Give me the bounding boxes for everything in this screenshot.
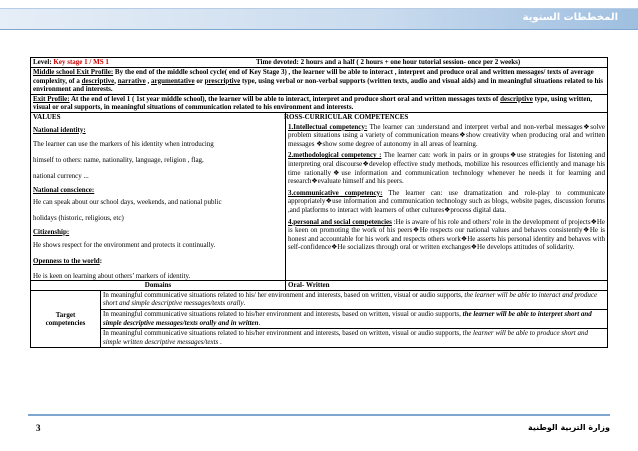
target-competency-2: In meaningful communicative situations related to his/her environment and interests, based on written, visual or audio supports, the learner will be able to interpret short and simple descriptive messages/texts orally and in written. [101,310,607,329]
national-identity-text-3: national currency ... [33,171,89,180]
target-competencies-label: Target competencies [31,290,101,348]
values-heading: VALUES [33,112,61,121]
personal-social-competencies: 4.personal and social competencies :He is aware of his role and others' role in the development of projects❖He is keen on promoting the work of his peers❖He respects our national values and behaves consistently❖He is honest and accountable for his work and respects others work❖He asserts his personal identity and behaves with self-confidence❖He socializes through oral or written exchanges❖He develops attitudes of solidarity. [288,217,606,252]
national-conscience-title: National conscience: [33,185,95,194]
intellectual-competency: 1.Intellectual competency: The learner can :understand and interpret verbal and non-verbal messages❖solve problem situations using a variety of communication means❖show creativity when producing oral and written messages ❖show some degree of autonomy in all areas of learning. [288,122,606,148]
communicative-competency: 3.communicative competency: The learner can: use dramatization and role-play to communicate appropriately❖use information and communication technology such as blogs, website pages, discussion forums ,and platforms to interact with learners of other cultures❖process digital data. [288,188,606,214]
time-devoted: Time devoted: 2 hours and a half ( 2 hours + one hour tutorial session- once per 2 weeks) [256,58,521,66]
target-competency-1: In meaningful communicative situations related to his/ her environment and interests, based on written, visual or audio supports, the learner will be able to interact and produce short and simple descriptive messages/texts orally. [101,291,607,310]
values-cell: VALUES National identity: The learner can use the markers of his identity when introducing himself to others: name, nationality, language, religion , flag, national currency ... National conscience: He can speak about our school days, weekends, and national public holidays (historic, religious, etc) Citizenship: He shows respect for the environment and protects it continually. Openness to the world: He is keen on learning about others’ markers of identity. [31,112,286,280]
planning-table [30,57,608,348]
target-competency-3: In meaningful communicative situations related to his/her environment and interests, based on written, visual or audio supports, the learner will be able to produce short and simple written descriptive messages/texts . [103,329,588,346]
banner-title: المخططات السنوية [522,12,618,23]
target-competencies-list [101,290,608,348]
middle-school-exit-profile-row [31,68,608,95]
page-number: 3 [36,423,41,433]
top-banner [0,8,638,30]
national-conscience-text-2: holidays (historic, religious, etc) [33,214,124,223]
methodological-competency: 2.methodological competency : The learner can: work in pairs or in groups❖use strategies for listening and interpreting oral discourse❖develop effective study methods, mobilize his resources efficiently and manage his time rationally❖use information and communication technology whenever he needs it for learning and research❖evaluate himself and his peers. [288,151,606,186]
footer-divider [28,414,610,416]
cross-curricular-heading: ROSS-CURRICULAR COMPETENCES [284,112,409,121]
national-identity-text-2: himself to others: name, nationality, language, religion , flag, [33,156,204,165]
exit-profile: Exit Profile: At the end of level 1 ( 1st year middle school), the learner will be able to interact, interpret and produce short oral and written messages texts of descriptive type, using written, visual or oral supports, in meaningful situations of communication related to his environment and interests. [31,94,608,112]
citizenship-text: He shows respect for the environment and protects it continually. [33,241,216,250]
footer-ministry: وزارة التربية الوطنية [527,423,610,432]
target-competencies-row [31,290,608,348]
domains-row [31,281,608,291]
values-competences-row [31,112,608,280]
national-identity-text-1: The learner can use the markers of his identity when introducing [33,140,214,149]
domains-label: Domains [31,281,286,291]
cross-curricular-cell [286,112,608,280]
openness-title: Openness to the world [33,257,100,266]
level-value: Key stage 1 / MS 1 [53,58,109,66]
citizenship-title: Citizenship: [33,227,70,236]
document-body [30,57,607,348]
level-row [31,58,608,68]
middle-school-exit-profile: Middle school Exit Profile: By the end of the middle school cycle( end of Key Stage 3) , the learner will be able to interact , interpret and produce oral and written messages/ texts of average complexity, of a descriptive, narrative , argumentative or prescriptive type, using verbal or non-verbal supports (written texts, audio and visual aids) and in meaningful situations related to his environment and interests. [31,68,608,95]
national-conscience-text-1: He can speak about our school days, weekends, and national public [33,198,222,207]
domains-value: Oral- Written [286,281,608,291]
level-cell: Level: Key stage 1 / MS 1 [33,58,109,66]
exit-profile-row [31,94,608,112]
national-identity-title: National identity: [33,125,86,134]
openness-text: He is keen on learning about others’ markers of identity. [33,271,191,280]
